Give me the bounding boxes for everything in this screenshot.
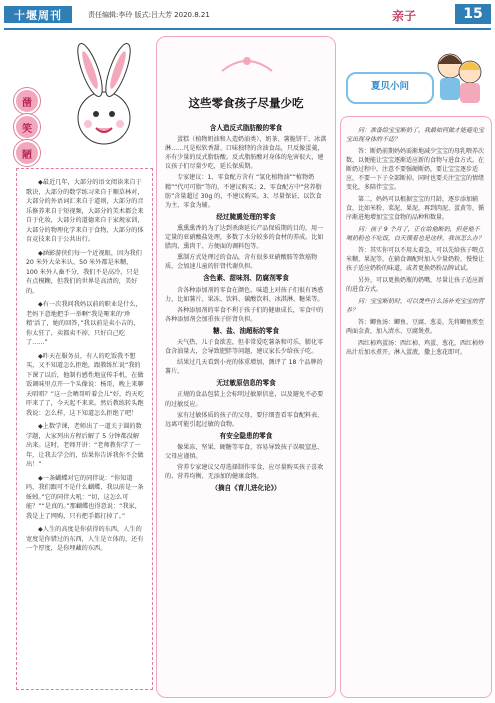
qa-answer: 答：断奶前期妈妈需渐地减少宝宝的母乳喂养次数，以便能让宝宝逐渐适应新的食物与进食方式。在断奶过程中，注意不要强硬断奶，要让宝宝逐步适应，不要一下子全部断掉。同时也要关注宝宝的情绪变化，多陪伴宝宝。: [346, 148, 485, 191]
qa-question: 问：孩子 9 个月了，正在给他断奶，但是他不喝奶粉也不吃饭，白天饿着也是这样，我该怎么办？: [346, 226, 485, 242]
article-body: [165, 121, 327, 495]
joke-paragraph: ◆涵影游侠们每一个近视眼，因为我们 20 米外大朵米认，50 米外都是米糊，100 米外人畜不分，我们不是高冷，只是有点模糊，但我们的世界是高清的，美好的。: [26, 249, 142, 295]
section-heading: 经过腌熏处理的零食: [216, 212, 276, 221]
page-header: [0, 0, 495, 30]
section-heading: 糖、盐、油超标的零食: [213, 326, 279, 335]
article-paragraph: 蛋糕（植物奶油和人造奶油类）、奶茶、薯脆饼干、冰淇淋……凡是松软香甜、口味独特的含油食品，只反像蛋羹，亦有少量的反式脂肪酸。反式脂肪酸对身体的危害很大，建议孩子们尽量少吃，延长保质期。: [165, 136, 327, 171]
article-paragraph: 含各种添加剂的零食在颜色、味道上对孩子们很有诱惑力，比如薯片、果冻、饮料、碳酸饮料、冰淇淋、糖果等。: [165, 286, 324, 303]
article-title: 这些零食孩子尽量少吃: [188, 96, 304, 110]
decorative-flourish: [217, 51, 277, 85]
editor-meta: 责任编辑:李玲 版式:吕大芳 2020.8.21: [88, 11, 210, 19]
article-paragraph: 专家建议：1、零食配方含有 “氢化植物油”“植物奶精”“代可可脂”等的，不建议购买；2、零食配方中“营养脂肪”含量超过 30g 的，不建议购买。3、尽量保证、以饮食为主、零食为辅。: [165, 174, 322, 209]
masthead: 十堰周刊: [4, 6, 72, 23]
kids-illustration: [430, 36, 488, 110]
article-paragraph: 营养专家建议父母选择制作零食，应尽量购买孩子喜欢的、营养均衡、无添加的健康食物。: [165, 464, 324, 481]
article-paragraph: 熏制方式处理过的食品，含有很多亚硝酸胺等致癌物质，会加速儿童的肝肾代谢负担。: [165, 254, 318, 271]
section-heading: 含人造反式脂肪酸的零食: [209, 124, 283, 132]
article-paragraph: 天气热，儿子食欲差，但非常爱吃薯条和可乐，膨化零食含油量大，会导致肥胖等问题，建议家长少给孩子吃。: [165, 338, 324, 356]
article-paragraph: 结果过几天看到小亮的体重增加，测评了 18 个品牌的薯片。: [165, 359, 323, 376]
article-source: （摘自《育儿进化论》）: [211, 484, 281, 493]
page-number: 15: [455, 4, 491, 24]
joke-paragraph: ◆最近几年，大部分的语文阅读来自于歌诀，大部分的数学练习来自于顺草林对，大部分的外语词汇来自于道则，大部分的音乐修养来自于短视频，大部分的美术都会来自于化妆，大部分的道德来自于家规家训，大部分的物理化学来自于食物，大部分的体育竞技来自于公共出行。: [26, 179, 144, 243]
joke-paragraph: ◆有一次我问我妈以前的职业是什么，老妈下意地把手一举啊“我是哑来的‘珍精’活了，她的回答，”我以前是卖小吉的，你太狂了，卖都卖不掉，只好自己吃了……”: [26, 301, 142, 346]
article-paragraph: 熏熏熏香的为了达到杀菌延长产品保质期的目的，用一定量的亚硝酸盐处理，多数了水分较多的食材的养成。比如腊肉、熏肉干、方便面的调料包等。: [165, 224, 324, 251]
qa-answer-extra: 另外，可以更换奶瓶的奶嘴，尽量让孩子适应新的进食方式。: [346, 277, 485, 293]
article-paragraph: 正规的食品包装上会标明过敏原信息，以及避免不必要的过敏反应。: [165, 391, 324, 408]
qa-text: [346, 126, 484, 360]
section-heading: 有安全隐患的零食: [219, 431, 273, 440]
right-column: [340, 36, 490, 696]
badge-1: 凿: [14, 88, 40, 114]
article-paragraph: 像果冻、坚果、硬糖等零食，容易导致孩子误吸窒息，父母应谨慎。: [165, 443, 324, 460]
section-heading: 无过敏原信息的零食: [216, 379, 276, 388]
left-column: [6, 36, 153, 696]
header-rule: [4, 28, 491, 30]
qa-question: 问：准备给宝宝断奶了，我最如何做才能避免宝宝出现身体的不适？: [346, 127, 485, 143]
joke-paragraph: ◆人生的高度是你获得的东西，人生的宽度是你错过的东西，人生是立体的，还有一个厚度，是你埋藏的东西。: [26, 526, 144, 552]
qa-answer: 答：其实你可以不用太着急，可以先给孩子喂点米糊、果泥等，在辅食调配时加入少量奶粉，慢慢让孩子适应奶粉的味道，或者更换奶粉品牌试试。: [346, 247, 485, 272]
joke-paragraph: ◆昨天在服务员，有人的吃饭我不想买，又不知道怎么拒绝，跟教练忙说“我的下课了以后，他制有感性地宣传手机，在做饭调味里点开一个头像说：杨哥，晚上来聊天唱唱？”这一会晒哥听着会儿“好，约天吃吓来了了，今天起不来来。然后教练转头跑我说：怎么样，这下知道怎么拒绝了吧！: [26, 352, 144, 417]
joke-paragraph: ◆上数学课，老师出了一道关于圆的数学题，大家列出方程后解了 5 分钟都没解出来。这时，老师开讲：“老师教你学了一年，让我去学会的，结果你告诉我你不会做出！”: [26, 423, 144, 468]
badge-3: 陋: [14, 140, 40, 166]
joke-paragraph: ◆一条蝴蝶对它的同伴说：“你知道吗，我们跟可不是什么蝴蝶，我以前是一条蚯蚓。”它的同伴大吼：“切，这怎么可能？”“是真的。”那蝴蝶也得意说：“我家，我是上了网购，只有把手都打掉了。”: [26, 474, 144, 520]
section-heading: 含色素、甜味剂、防腐剂零食: [203, 274, 289, 283]
jokes-text: [26, 178, 144, 558]
qa-question: 问：宝宝断奶时，可以煲些什么汤补充宝宝的营养？: [346, 298, 485, 314]
qa-answer-extra: 西红柿鸡蛋汤：西红柿、鸡蛋、葱花，西红柿炒出汁后加水煮开，淋入蛋液，撒上葱花即可。: [346, 340, 485, 356]
article-paragraph: 家有过敏体质的孩子的父母，要仔细查看零食配料表，远离可能引起过敏的食物。: [165, 411, 324, 428]
section-name: 亲子: [392, 9, 417, 23]
rabbit-illustration: [56, 40, 152, 160]
article-paragraph: 各种添加剂的零食不利于孩子们的健康成长，零食中的各种添加剂会加重孩子肝肾负担。: [165, 306, 324, 323]
main-article: [156, 36, 336, 698]
badge-2: 笑: [14, 114, 40, 140]
qa-answer: 答：鲫鱼汤：鲫鱼、豆腐、葱姜，先将鲫鱼煎至两面金黄，加入清水、豆腐煲煮。: [346, 319, 485, 335]
qa-tagline: 夏贝小问: [346, 72, 434, 104]
qa-answer-extra: 第二，妈妈可以根据宝宝的月龄，逐步添加辅食，比如米粉、菜泥、果泥，再到肉泥、蛋黄等，循序渐进地增加宝宝食物的品种和数量。: [346, 196, 485, 221]
